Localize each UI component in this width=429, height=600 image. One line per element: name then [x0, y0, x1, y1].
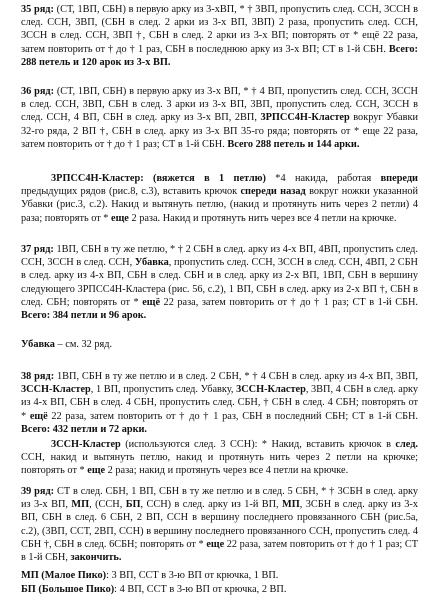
text-run: 2 раза; накид и протянуть через все 4 петли на крючке.: [105, 465, 349, 477]
bold-text-run: 37 ряд:: [21, 244, 54, 255]
bold-text-run: Всего: 432 петли и 72 арки.: [21, 423, 148, 435]
text-run: СТ в след. СБН, 1 ВП, СБН в ту же петлю и в след. 5 СБН, * † 3СБН в след. арку из 3-х ВП,: [21, 486, 418, 511]
paragraph-row-39: [21, 485, 418, 564]
bold-text-run: МП: [71, 499, 90, 511]
bold-text-run: еще: [206, 538, 225, 550]
paragraph-row-35: [21, 3, 418, 69]
paragraph-row-37: [21, 243, 418, 322]
bold-text-run: 39 ряд:: [21, 486, 55, 497]
bold-text-run: еще: [111, 212, 129, 224]
paragraph-decrease-reference: [21, 338, 418, 351]
bold-text-run: 3ССН-Кластер: [236, 384, 306, 396]
text-run: предыдущих рядов (рис.8, с.3), вставить крючок: [21, 186, 241, 198]
bold-text-run: Всего: 384 петли и 96 арок.: [21, 310, 147, 322]
bold-text-run: Убавка: [134, 257, 169, 269]
paragraph-row-38: [21, 370, 418, 436]
text-run: (используются след. 3 ССН): * Накид, вставить крючок в: [120, 439, 396, 450]
paragraph-large-picot-definition: [21, 583, 418, 596]
bold-text-run: БП: [125, 499, 141, 511]
text-run: ССН, накид и вытянуть петлю, накид и протянуть нить через 2 петли на крючке; повторять от *: [21, 452, 418, 477]
text-run: : 3 ВП, ССТ в 3-ю ВП от крючка, 1 ВП.: [106, 570, 279, 581]
text-run: (СТ, 1ВП, СБН) в первую арку из 3-хВП, * † 3ВП, пропустить след. ССН, 3ССН в след. ССН, 3ВП, (СБН в след. 2 арки из 3-х ВП, 3ВП) 2 раза, пропустить след. ССН, 3ССН в след. ССН, 3ВП †, СБН в след. 2 арки из 3-х ВП; повторять от * ещё 22 раза, затем повторить от † до † 1 раз, СБН в последнюю арку из 3-х ВП; СТ в 1-й СБН.: [21, 4, 418, 55]
bold-text-run: Всего: 288 петель и 120 арок из 3-х ВП.: [21, 43, 418, 68]
paragraph-small-picot-definition: [21, 569, 418, 582]
bold-text-run: 35 ряд:: [21, 4, 54, 15]
bold-text-run: спереди назад: [240, 186, 306, 198]
bold-text-run: ещё: [29, 410, 48, 422]
text-run: , 3ВП, 4 СБН в след. арку из 4-х ВП, СБН в след. 4 СБН, пропустить след. СБН, † СБН в след. 4 СБН; повторять от *: [21, 384, 418, 422]
bold-text-run: ещё: [142, 296, 161, 308]
text-run: , 1 ВП, пропустить след. Убавку,: [90, 384, 237, 396]
text-run: 1ВП, СБН в ту же петлю, * † 2 СБН в след. арку из 4-х ВП, 4ВП, пропустить след. ССН, 3ССН в след. ССН,: [21, 244, 418, 269]
bold-text-run: 3ССН-Кластер: [21, 384, 91, 396]
bold-text-run: след.: [395, 439, 418, 450]
paragraph-3ssn-cluster-definition: [21, 438, 418, 478]
bold-text-run: впереди: [380, 173, 418, 184]
text-run: 2 раза. Накид и протянуть нить через все 4 петли на крючке.: [128, 212, 397, 224]
bold-text-run: 3РПСС4Н-Кластер: [260, 112, 350, 124]
bold-text-run: 36 ряд:: [21, 86, 55, 97]
text-run: 1ВП, СБН в ту же петлю и в след. 2 СБН, * † 4 СБН в след. арку из 4-х ВП, 3ВП,: [54, 371, 418, 382]
bold-text-run: 3РПСС4Н-Кластер: (вяжется в 1 петлю): [51, 173, 266, 184]
bold-text-run: БП (Большое Пико): [21, 584, 115, 595]
bold-text-run: закончить.: [70, 552, 122, 564]
text-run: *4 накида, работая: [265, 173, 381, 184]
text-run: вокруг Убавки 32-го ряда, 2 ВП †, СБН в след. арку из 3-х ВП 35-го ряда; повторять от * еще 22 раза, затем повторить от † до † 1 раз; СТ в 1-й СБН.: [21, 112, 418, 150]
text-run: , пропустить след. ССН, 3ССН в след. ССН, 4ВП, 2 СБН в след. арку из 4-х ВП, СБН в след. СБН и в след. арку из 2-х ВП, 1ВП, СБН в вершину следующего 3РПСС4Н-Кластера (рис. 56, с.2), 1 ВП, СБН в след. арку из 2-х ВП †, СБН в след. СБН; повторять от *: [21, 257, 418, 308]
bold-text-run: МП: [282, 499, 300, 511]
text-run: (СТ, 1ВП, СБН) в первую арку из 3-х ВП, * † 4 ВП, пропустить след. ССН, 3ССН в след. ССН, 3ВП, СБН в след. 3 арки из 3-х ВП, 3ВП, пропустить след. ССН, 3ССН в след. ССН, 4 ВП, СБН в след. арку из 3-х ВП, 2ВП,: [21, 86, 418, 124]
text-run: вокруг ножки указанной Убавки (рис.3, с.2). Накид и вытянуть петлю, (накид и протянуть нить через 2 петли) 4 раза; повторять от *: [21, 186, 418, 224]
text-run: , (ССН,: [89, 499, 126, 511]
bold-text-run: Убавка: [21, 339, 55, 350]
bold-text-run: МП (Малое Пико): [21, 570, 107, 581]
bold-text-run: Всего 288 петель и 144 арки.: [227, 138, 360, 150]
text-run: , ССН) в след. арку из 1-й ВП,: [140, 499, 283, 511]
text-run: , 3СБН в след. арку из 3-х ВП, СБН в след. 6 СБН, 2 ВП, ССН в вершину последнего провязанного СБН (рис.5а, с.2), (3ВП, ССТ, 2ВП, ССН) в вершину последнего провязанного ССН, пропустить след. 4 СБН †, СБН в след. 6СБН; повторять от *: [21, 499, 419, 550]
text-run: : 4 ВП, ССТ в 3-ю ВП от крючка, 2 ВП.: [114, 584, 287, 595]
bold-text-run: 3ССН-Кластер: [51, 439, 121, 450]
text-run: 22 раза, затем повторить от † до † 1 раз, СБН в последний СБН; СТ в 1-й СБН.: [47, 410, 418, 422]
bold-text-run: 38 ряд:: [21, 371, 55, 382]
text-run: 22 раза, затем повторить от † до † 1 раз; СТ в 1-й СБН.: [160, 296, 418, 308]
paragraph-cluster-definition: [21, 172, 418, 225]
text-run: 22 раза, затем повторить от † до † 1 раз; СТ в 1-й СБН,: [21, 538, 418, 564]
text-run: – см. 32 ряд.: [54, 339, 113, 350]
bold-text-run: еще: [87, 465, 106, 477]
paragraph-row-36: [21, 85, 418, 151]
